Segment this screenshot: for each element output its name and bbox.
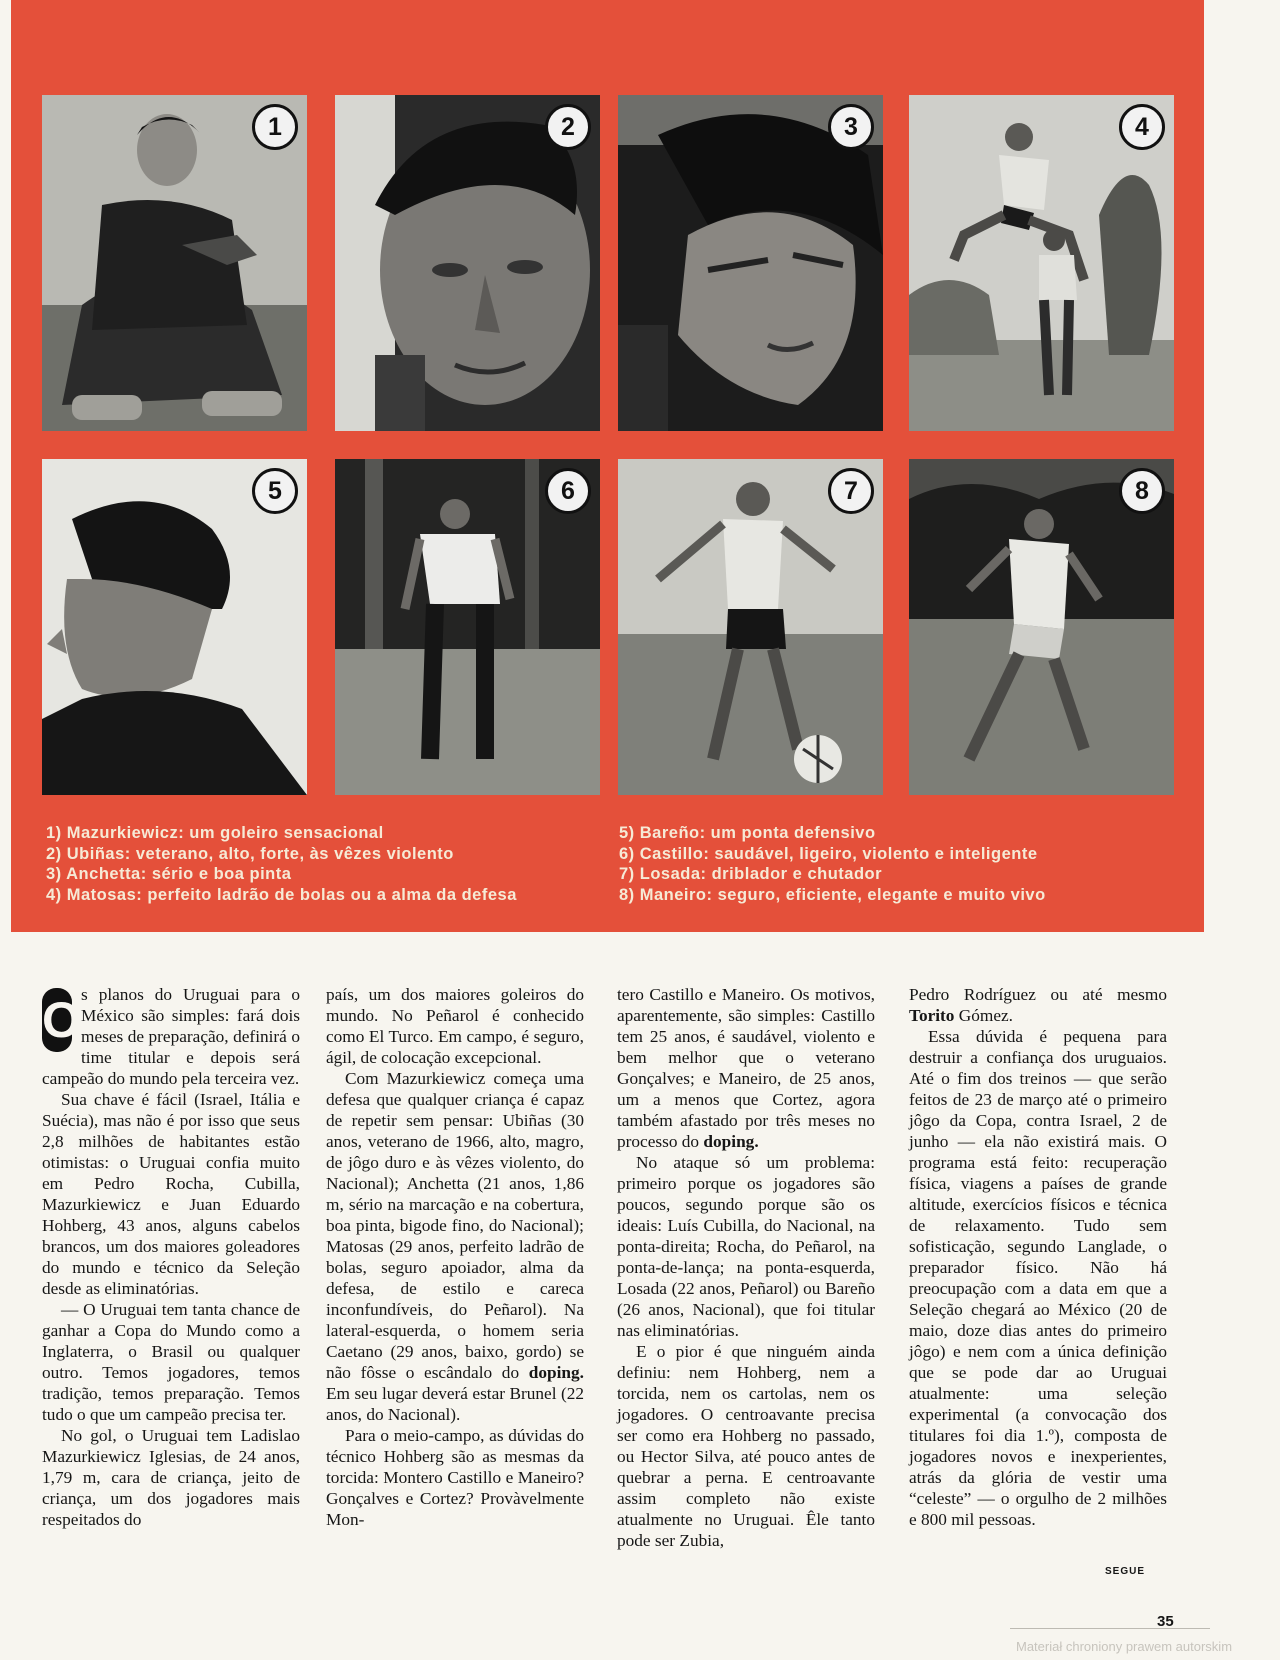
player-photo-4 (909, 95, 1174, 431)
article-paragraph: — O Uruguai tem tanta chance de ganhar a Copa do Mundo como a Inglaterra, o Brasil ou qualquer outro. Temos jogadores, temos tradição, temos preparação. Temos tudo o que um campeão precisa ter. (42, 1300, 300, 1424)
article-column-3 (617, 984, 875, 1551)
photo-caption: 5) Bareño: um ponta defensivo (619, 824, 876, 842)
photo-caption: 6) Castillo: saudável, ligeiro, violento e inteligente (619, 844, 1038, 863)
photo-caption: 4) Matosas: perfeito ladrão de bolas ou a alma da defesa (46, 885, 517, 904)
article-column-2 (326, 984, 584, 1530)
photo-number-badge: 3 (828, 104, 874, 150)
drop-cap: O (42, 988, 72, 1052)
photo-number-badge: 2 (545, 104, 591, 150)
player-photo-6 (335, 459, 600, 795)
photo-number-badge: 4 (1119, 104, 1165, 150)
article-paragraph: Com Mazurkiewicz começa uma defesa que qualquer criança é capaz de repetir sem pensar: Ubiñas (30 anos, veterano de 1966, alto, magro, de jôgo duro e às vêzes violento, do Nacional); Anchetta (21 anos, 1,86 m, sério na marcação e na cobertura, boa pinta, bigode fino, do Nacional); Matosas (29 anos, perfeito ladrão de bolas, seguro apoiador, alma da defesa, de estilo e careca inconfundíveis, do Peñarol). Na lateral-esquerda, o homem seria Caetano (29 anos, baixo, gordo) se não fôsse o escândalo do doping. Em seu lugar deverá estar Brunel (22 anos, do Nacional). (326, 1069, 584, 1424)
article-paragraph: Essa dúvida é pequena para destruir a confiança dos uruguaios. Até o fim dos treinos — que serão feitos de 23 de março até o primeiro jôgo da Copa, contra Israel, 2 de junho — ela não existirá mais. O programa está feito: recuperação física, viagens a países de grande altitude, exercícios físicos e técnica de relaxamento. Tudo sem sofisticação, segundo Langlade, o preparador físico. Não há preocupação com a data em que a Seleção chegará ao México (20 de maio, doze dias antes do primeiro jôgo) e nem com a única definição que se pode dar ao Uruguai atualmente: uma seleção experimental (a convocação dos titulares foi dia 1.º), composta de jogadores novos e inexperientes, atrás da glória de vestir uma “celeste” — o orgulho de 2 milhões e 800 mil pessoas. (909, 1027, 1167, 1529)
photo-number-badge: 1 (252, 104, 298, 150)
player-photo-1 (42, 95, 307, 431)
article-paragraph: No ataque só um problema: primeiro porque os jogadores são poucos, segundo porque são os ideais: Luís Cubilla, do Nacional, na ponta-direita; Rocha, do Peñarol, na ponta-de-lança; na ponta-esquerda, Losada (22 anos, Peñarol) ou Bareño (26 anos, Nacional), que foi titular nas eliminatórias. (617, 1153, 875, 1340)
photo-number-badge: 7 (828, 468, 874, 514)
player-photo-3 (618, 95, 883, 431)
article-paragraph: No gol, o Uruguai tem Ladislao Mazurkiewicz Iglesias, de 24 anos, 1,79 m, cara de criança, jeito de criança, um dos jogadores mais respeitados do (42, 1426, 300, 1529)
article-paragraph: país, um dos maiores goleiros do mundo. No Peñarol é conhecido como El Turco. Em campo, é seguro, ágil, de colocação excepcional. (326, 985, 584, 1067)
article-paragraph: O s planos do Uruguai para o México são simples: fará dois meses de preparação, definirá o time titular e depois será campeão do mundo pela terceira vez. (42, 985, 300, 1088)
page-number: 35 (1157, 1613, 1174, 1630)
photo-caption: 1) Mazurkiewicz: um goleiro sensacional (46, 824, 384, 842)
photo-captions-left (46, 823, 517, 905)
article-paragraph: Pedro Rodríguez ou até mesmo Torito Gómez. (909, 985, 1167, 1025)
copyright-watermark: Materiał chroniony prawem autorskim (1016, 1639, 1233, 1654)
photo-caption: 3) Anchetta: sério e boa pinta (46, 865, 292, 883)
emphasis: doping. (528, 1363, 584, 1382)
photo-captions-right (619, 823, 1046, 905)
article-column-4 (909, 984, 1167, 1530)
photo-number-badge: 8 (1119, 468, 1165, 514)
photo-panel (11, 0, 1204, 932)
article-paragraph: tero Castillo e Maneiro. Os motivos, aparentemente, são simples: Castillo tem 25 anos, é saudável, violento e bem melhor que o veterano Gonçalves; e Maneiro, de 25 anos, um a menos que Cortez, agora também afastado por três meses no processo do doping. (617, 985, 875, 1151)
photo-caption: 7) Losada: driblador e chutador (619, 865, 883, 883)
player-photo-7 (618, 459, 883, 795)
photo-number-badge: 6 (545, 468, 591, 514)
article-column-1 (42, 984, 300, 1530)
player-photo-2 (335, 95, 600, 431)
photo-caption: 2) Ubiñas: veterano, alto, forte, às vêzes violento (46, 844, 454, 863)
article-paragraph: Para o meio-campo, as dúvidas do técnico Hohberg são as mesmas da torcida: Montero Castillo e Maneiro? Gonçalves e Cortez? Provàvelmente Mon- (326, 1426, 584, 1529)
emphasis: Torito (909, 1006, 955, 1025)
player-photo-5 (42, 459, 307, 795)
photo-caption: 8) Maneiro: seguro, eficiente, elegante e muito vivo (619, 885, 1046, 904)
player-photo-8 (909, 459, 1174, 795)
article-paragraph: Sua chave é fácil (Israel, Itália e Suécia), mas não é por isso que seus 2,8 milhões de habitantes estão otimistas: o Uruguai confia muito em Pedro Rocha, Cubilla, Mazurkiewicz e Juan Eduardo Hohberg, 43 anos, alguns cabelos brancos, um dos maiores goleadores do mundo e técnico da Seleção desde as eliminatórias. (42, 1090, 300, 1298)
article-paragraph: E o pior é que ninguém ainda definiu: nem Hohberg, nem a torcida, nem os cartolas, nem os jogadores. O centroavante precisa ser como era Hohberg no passado, ou Hector Silva, até pouco antes de quebrar a perna. E centroavante assim completo não existe atualmente no Uruguai. Êle tanto pode ser Zubia, (617, 1342, 875, 1550)
photo-number-badge: 5 (252, 468, 298, 514)
footer-rule (1010, 1628, 1210, 1629)
continued-label: SEGUE (1105, 1566, 1146, 1577)
emphasis: doping. (703, 1132, 759, 1151)
